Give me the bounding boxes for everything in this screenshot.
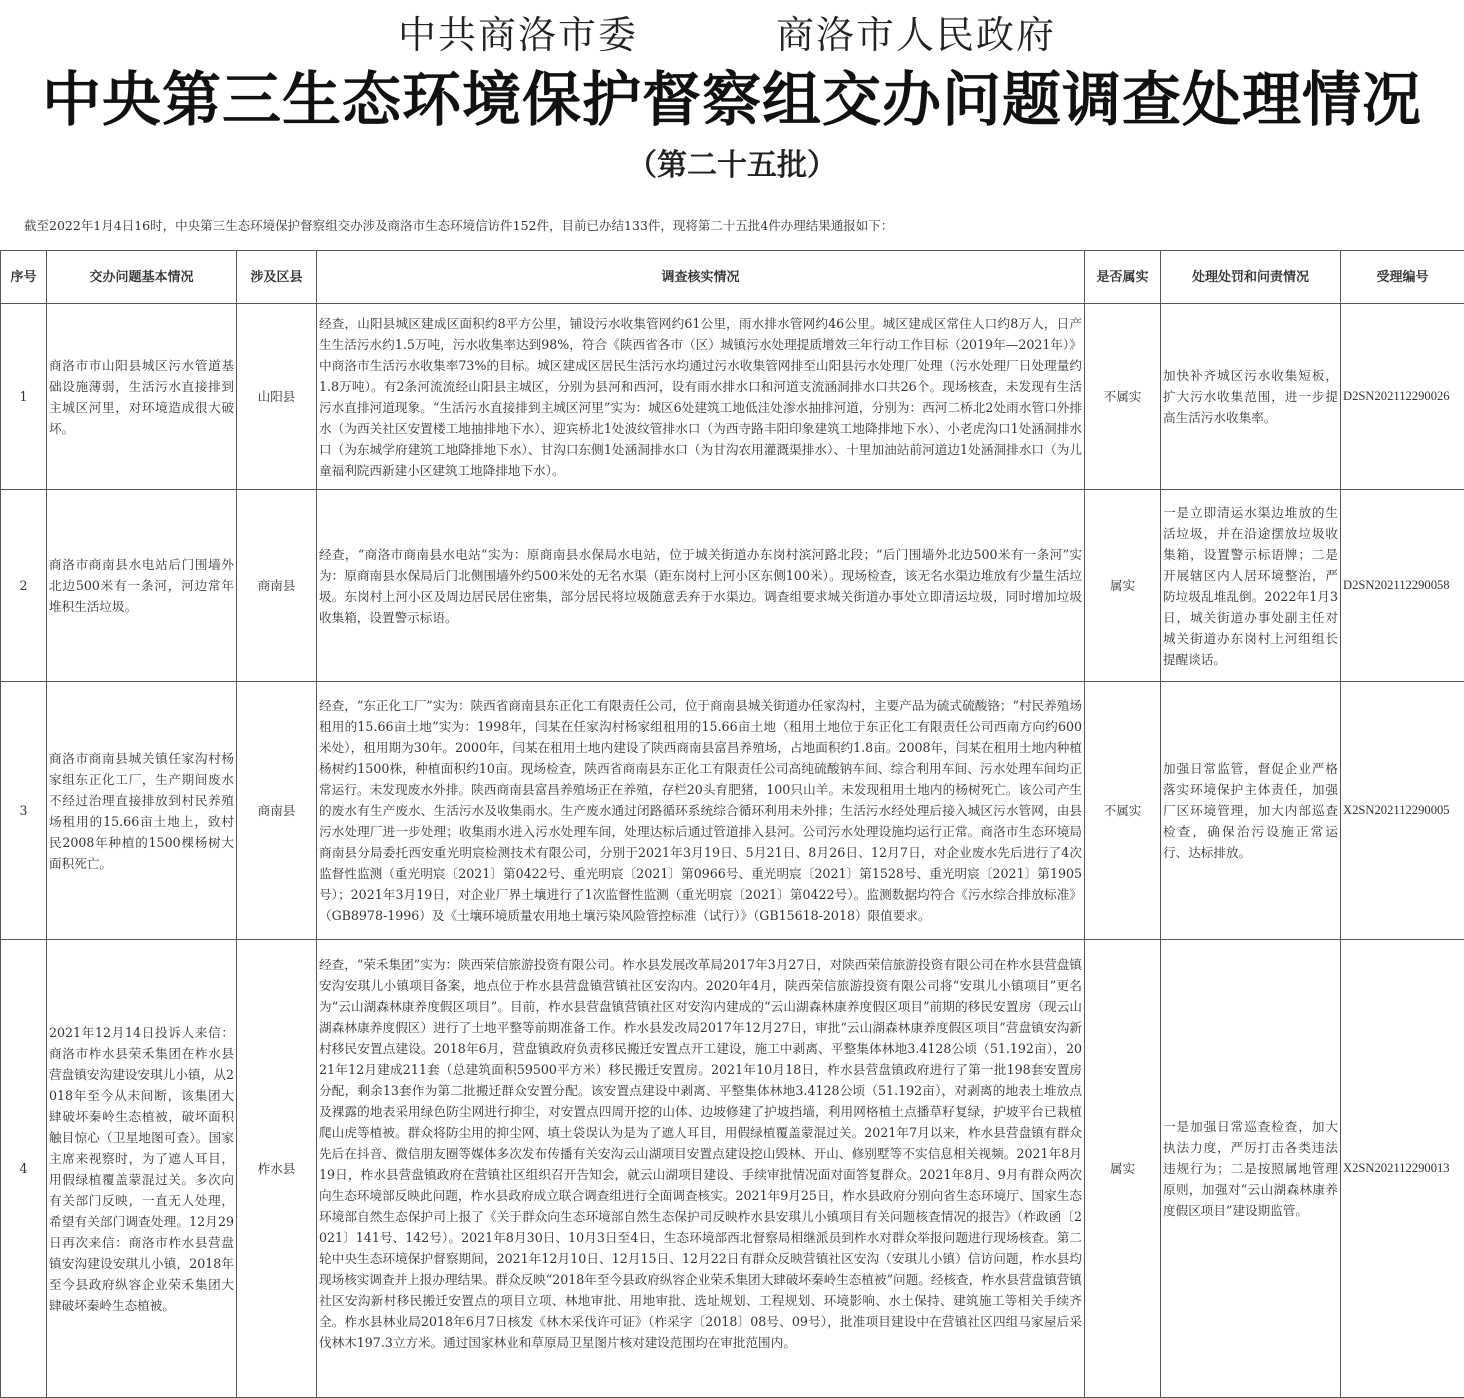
- row-issue: 2021年12月14日投诉人来信：商洛市柞水县荣禾集团在柞水县营盘镇安沟建设安琪儿小镇，从2018年至今从未间断，该集团大肆破坏秦岭生态植被，破坏面积触目惊心（卫星地图可查）。国家主席来视察时，为了遮人耳目，用假绿植覆盖蒙混过关。多次向有关部门反映，一直无人处理，希望有关部门调查处理。12月29日再次来信：商洛市柞水县营盘镇安沟建设安琪儿小镇，2018年至今县政府纵容企业荣禾集团大肆破坏秦岭生态植被。: [47, 940, 237, 1398]
- col-header-verified: 是否属实: [1085, 251, 1161, 304]
- page-title: 中央第三生态环境保护督察组交办问题调查处理情况: [0, 64, 1464, 136]
- issuer-party-committee: 中共商洛市委: [398, 4, 638, 59]
- col-header-issue: 交办问题基本情况: [47, 251, 237, 304]
- row-no: 1: [1, 304, 47, 490]
- row-verified: 不属实: [1085, 682, 1161, 940]
- row-investigation: 经查，“东正化工厂”实为：陕西省商南县东正化工有限责任公司，位于商南县城关街道办任家沟村，主要产品为硫式硫酸铬；“村民养殖场租用的15.66亩土地”实为：1998年，闫某在任家沟村杨家组租用的15.66亩土地（租用土地位于东正化工有限责任公司西南方向约600米处），租用期为30年。2000年，闫某在租用土地内建设了陕西商南县富昌养殖场，占地面积约1.8亩。2008年，闫某在租用土地内种植杨树约1500株，种植面积约10亩。现场检查，陕西省商南县东正化工有限责任公司高纯硫酸钠车间、综合利用车间、污水处理车间均正常运行。未发现废水外排。陕西商南县富昌养殖场正在养殖，存栏20头育肥猪，100只山羊。未发现租用土地内的杨树死亡。该公司产生的废水有生产废水、生活污水及收集雨水。生产废水通过闭路循环系统综合循环利用未外排；生活污水经处理后接入城区污水管网，由县污水处理厂进一步处理；收集雨水进入污水处理车间，处理达标后通过管道排入县河。公司污水处理设施均运行正常。商洛市生态环境局商南县分局委托西安重光明宸检测技术有限公司，分别于2021年3月19日、5月21日、8月26日、12月7日，对企业废水先后进行了4次监督性监测（重光明宸〔2021〕第0422号、重光明宸〔2021〕第0966号、重光明宸〔2021〕第1528号、重光明宸〔2021〕第1905号）；2021年3月19日，对企业厂界土壤进行了1次监督性监测（重光明宸〔2021〕第0422号）。监测数据均符合《污水综合排放标准》（GB8978-1996）及《土壤环境质量农用地土壤污染风险管控标准（试行）》（GB15618-2018）限值要求。: [317, 682, 1085, 940]
- row-verified: 属实: [1085, 490, 1161, 682]
- row-case-id: D2SN202112290026: [1341, 304, 1464, 490]
- row-handling: 加快补齐城区污水收集短板，扩大污水收集范围，进一步提高生活污水收集率。: [1161, 304, 1341, 490]
- row-issue: 商洛市商南县水电站后门围墙外北边500米有一条河，河边常年堆积生活垃圾。: [47, 490, 237, 682]
- row-county: 商南县: [237, 682, 317, 940]
- row-case-id: D2SN202112290058: [1341, 490, 1464, 682]
- row-investigation: 经查，山阳县城区建成区面积约8平方公里，铺设污水收集管网约61公里，雨水排水管网约46公里。城区建成区常住人口约8万人，日产生生活污水约1.5万吨，污水收集率达到98%，符合《陕西省各市（区）城镇污水处理提质增效三年行动工作目标（2019年—2021年）》中商洛市生活污水收集率73%的目标。城区建成区居民生活污水均通过污水收集管网排至山阳县污水处理厂处理（污水处理厂日处理量约1.8万吨）。有2条河流流经山阳县主城区，分别为县河和西河，设有雨水排水口和河道支流涵洞排水口共26个。现场核查，未发现有生活污水直排河道现象。“生活污水直接排到主城区河里”实为：城区6处建筑工地低洼处渗水抽排河道，分别为：西河二桥北2处雨水管口外排水（为西关社区安置楼工地抽排地下水）、迎宾桥北1处波纹管排水口（为西寺路丰阳印象建筑工地降排地下水）、小老虎沟口1处涵洞排水口（为东城学府建筑工地降排地下水）、甘沟口东侧1处涵洞排水口（为甘沟农用灌溉渠排水）、十里加油站前河道边1处涵洞排水口（为儿童福利院西新建小区建筑工地降排地下水）。: [317, 304, 1085, 490]
- row-handling: 加强日常监管，督促企业严格落实环境保护主体责任，加强厂区环境管理，加大内部巡查检查，确保治污设施正常运行、达标排放。: [1161, 682, 1341, 940]
- batch-number: （第二十五批）: [0, 140, 1464, 184]
- row-verified: 属实: [1085, 940, 1161, 1398]
- intro-text: 截至2022年1月4日16时，中央第三生态环境保护督察组交办涉及商洛市生态环境信访件152件，目前已办结133件，现将第二十五批4件办理结果通报如下：: [24, 216, 1444, 234]
- row-no: 3: [1, 682, 47, 940]
- table-row: [1, 682, 1464, 940]
- row-handling: 一是立即清运水渠边堆放的生活垃圾，并在沿途摆放垃圾收集箱，设置警示标语牌；二是开展辖区内人居环境整治，严防垃圾乱堆乱倒。2022年1月3日，城关街道办事处副主任对城关街道办东岗村上河组组长提醒谈话。: [1161, 490, 1341, 682]
- table-header-row: [1, 251, 1464, 304]
- table-row: [1, 940, 1464, 1398]
- results-table: [0, 250, 1464, 1398]
- table-row: [1, 304, 1464, 490]
- col-header-no: 序号: [1, 251, 47, 304]
- table-row: [1, 490, 1464, 682]
- row-issue: 商洛市商南县城关镇任家沟村杨家组东正化工厂，生产期间废水不经过治理直接排放到村民养殖场租用的15.66亩土地上，致村民2008年种植的1500棵杨树大面积死亡。: [47, 682, 237, 940]
- row-issue: 商洛市市山阳县城区污水管道基础设施薄弱，生活污水直接排到主城区河里，对环境造成很大破坏。: [47, 304, 237, 490]
- row-case-id: X2SN202112290013: [1341, 940, 1464, 1398]
- row-verified: 不属实: [1085, 304, 1161, 490]
- row-county: 柞水县: [237, 940, 317, 1398]
- row-case-id: X2SN202112290005: [1341, 682, 1464, 940]
- col-header-investigation: 调查核实情况: [317, 251, 1085, 304]
- col-header-case-id: 受理编号: [1341, 251, 1464, 304]
- issuer-city-government: 商洛市人民政府: [776, 4, 1056, 59]
- col-header-county: 涉及区县: [237, 251, 317, 304]
- row-county: 山阳县: [237, 304, 317, 490]
- row-handling: 一是加强日常巡查检查，加大执法力度，严厉打击各类违法违规行为；二是按照属地管理原则，加强对“云山湖森林康养度假区项目”建设期监管。: [1161, 940, 1341, 1398]
- col-header-handling: 处理处罚和问责情况: [1161, 251, 1341, 304]
- issuers: [0, 4, 1464, 52]
- row-investigation: 经查，“商洛市商南县水电站”实为：原商南县水保局水电站，位于城关街道办东岗村滨河路北段；“后门围墙外北边500米有一条河”实为：原商南县水保局后门北侧围墙外约500米处的无名水渠（距东岗村上河小区东侧100米）。现场检查，该无名水渠边堆放有少量生活垃圾。东岗村上河小区及周边居民居住密集，部分居民将垃圾随意丢弃于水渠边。调查组要求城关街道办事处立即清运垃圾，同时增加垃圾收集箱，设置警示标语。: [317, 490, 1085, 682]
- row-no: 2: [1, 490, 47, 682]
- row-investigation: 经查，“荣禾集团”实为：陕西荣信旅游投资有限公司。柞水县发展改革局2017年3月27日，对陕西荣信旅游投资有限公司在柞水县营盘镇安沟安琪儿小镇项目备案，地点位于柞水县营盘镇营镇社区安沟内。2020年4月，陕西荣信旅游投资有限公司将“安琪儿小镇项目”更名为“云山湖森林康养度假区项目”。目前，柞水县营盘镇营镇社区对安沟内建成的“云山湖森林康养度假区项目”前期的移民安置房（现云山湖森林康养度假区）进行了土地平整等前期准备工作。柞水县发改局2017年12月27日，审批“云山湖森林康养度假区项目”营盘镇安沟新村移民安置点建设。2018年6月，营盘镇政府负责移民搬迁安置点开工建设，施工中剥离、平整集体林地3.4128公顷（51.192亩），2021年12月建成211套（总建筑面积59500平方米）移民搬迁安置房。2021年10月18日，柞水县营盘镇政府进行了第一批198套安置房分配，剩余13套作为第二批搬迁群众安置分配。该安置点建设中剥离、平整集体林地3.4128公顷（51.192亩），对剥离的地表土堆放点及裸露的地表采用绿色防尘网进行抑尘，对安置点四周开挖的山体、边坡修建了护坡挡墙，利用网格植土点播草籽复绿，护坡平台已栽植爬山虎等植被。群众将防尘用的抑尘网、填土袋误认为是为了遮人耳目，用假绿植覆盖蒙混过关。2021年7月以来，柞水县营盘镇有群众先后在抖音、微信朋友圈等媒体多次发布传播有关安沟云山湖项目安置点建设挖山毁林、开山、修别墅等不实信息相关视频。2021年8月19日，柞水县营盘镇政府在营镇社区组织召开告知会，就云山湖项目建设、手续审批情况面对面答复群众。2021年8月、9月有群众两次向生态环境部反映此问题，柞水县政府成立联合调查组进行全面调查核实。2021年9月25日，柞水县政府分别向省生态环境厅、国家生态环境部自然生态保护司上报了《关于群众向生态环境部自然生态保护司反映柞水县安琪儿小镇项目有关问题核查情况的报告》（柞政函〔2021〕141号、142号）。2021年8月30日、10月3日至4日，生态环境部西北督察局相继派员到柞水对群众举报问题进行现场核查。第二轮中央生态环境保护督察期间，2021年12月10日、12月15日、12月22日有群众反映营镇社区安沟（安琪儿小镇）信访问题，柞水县均现场核实调查并上报办理结果。群众反映“2018年至今县政府纵容企业荣禾集团大肆破坏秦岭生态植被”问题。经核查，柞水县营盘镇营镇社区安沟新村移民搬迁安置点的项目立项、林地审批、用地审批、选址规划、工程规划、环境影响、水土保持、建筑施工等相关手续齐全。柞水县林业局2018年6月7日核发《林木采伐许可证》（柞采字〔2018〕08号、09号），批准项目建设中在营镇社区四组马家屋后采伐林木197.3立方米。通过国家林业和草原局卫星图片核对建设范围均在审批范围内。: [317, 940, 1085, 1398]
- row-county: 商南县: [237, 490, 317, 682]
- row-no: 4: [1, 940, 47, 1398]
